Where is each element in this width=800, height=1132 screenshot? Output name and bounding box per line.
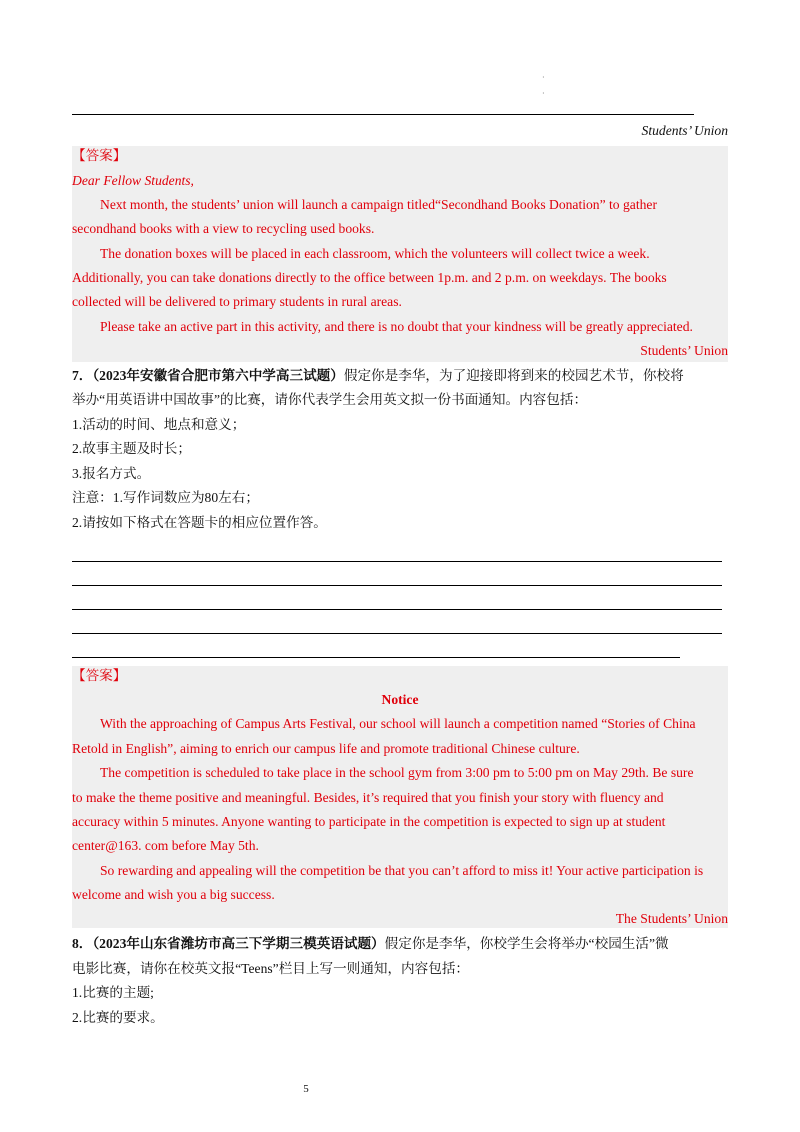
answer-writing-line bbox=[72, 114, 694, 115]
question-7-line-1 bbox=[72, 368, 684, 384]
answer-writing-line bbox=[72, 561, 722, 562]
question-source: （2023年安徽省合肥市第六中学高三试题） bbox=[92, 368, 344, 383]
note-line: 2.请按如下格式在答题卡的相应位置作答。 bbox=[72, 515, 327, 530]
question-text: 举办“用英语讲中国故事”的比赛，请你代表学生会用英文拟一份书面通知。内容包括： bbox=[72, 392, 588, 407]
requirement-item: 1.活动的时间、地点和意义； bbox=[72, 417, 246, 432]
answer-line: So rewarding and appealing will the competition be that you can’t afford to miss it! Your active participation is bbox=[100, 863, 704, 878]
answer-line: The donation boxes will be placed in each classroom, which the volunteers will collect twice a week. bbox=[100, 246, 650, 261]
requirement-item: 1.比赛的主题; bbox=[72, 985, 154, 1000]
decorative-dot: · bbox=[542, 73, 545, 82]
notice-title: Notice bbox=[381, 692, 419, 707]
letter-salutation: Dear Fellow Students, bbox=[72, 173, 194, 188]
note-line: 注意：1.写作词数应为80左右； bbox=[72, 490, 259, 505]
answer-label: 【答案】 bbox=[72, 668, 127, 683]
notice-signature: The Students’ Union bbox=[615, 911, 728, 926]
answer-writing-line bbox=[72, 657, 680, 658]
answer-line: Retold in English”, aiming to enrich our campus life and promote traditional Chinese culture. bbox=[72, 741, 580, 756]
answer-label: 【答案】 bbox=[72, 148, 127, 163]
answer-line: secondhand books with a view to recycling used books. bbox=[72, 221, 375, 236]
answer-line: accuracy within 5 minutes. Anyone wanting to participate in the competition is expected to sign up at student bbox=[72, 814, 666, 829]
answer-line: collected will be delivered to primary students in rural areas. bbox=[72, 294, 402, 309]
question-text: 电影比赛，请你在校英文报“Teens”栏目上写一则通知，内容包括： bbox=[72, 961, 470, 976]
requirement-item: 3.报名方式。 bbox=[72, 466, 151, 481]
answer-block-1 bbox=[72, 146, 728, 362]
question-8-line-1 bbox=[72, 936, 669, 952]
question-number: 7． bbox=[72, 368, 93, 383]
requirement-item: 2.故事主题及时长； bbox=[72, 441, 191, 456]
previous-signature: Students’ Union bbox=[641, 123, 728, 138]
answer-line: Additionally, you can take donations directly to the office between 1p.m. and 2 p.m. on weekdays. The books bbox=[72, 270, 667, 285]
question-source: （2023年山东省潍坊市高三下学期三模英语试题） bbox=[92, 936, 385, 951]
answer-writing-line bbox=[72, 633, 722, 634]
letter-signature: Students’ Union bbox=[640, 343, 728, 358]
question-text: 假定你是李华，为了迎接即将到来的校园艺术节，你校将 bbox=[343, 368, 684, 383]
decorative-dot: · bbox=[542, 89, 545, 98]
answer-line: center@163. com before May 5th. bbox=[72, 838, 259, 853]
requirement-item: 2.比赛的要求。 bbox=[72, 1010, 164, 1025]
answer-line: With the approaching of Campus Arts Festival, our school will launch a competition named “Stories of China bbox=[100, 716, 696, 731]
answer-writing-line bbox=[72, 609, 722, 610]
answer-line: Next month, the students’ union will launch a campaign titled“Secondhand Books Donation” to gather bbox=[100, 197, 657, 212]
answer-line: The competition is scheduled to take place in the school gym from 3:00 pm to 5:00 pm on May 29th. Be sure bbox=[100, 765, 694, 780]
answer-line: to make the theme positive and meaningful. Besides, it’s required that you finish your story with fluency and bbox=[72, 790, 664, 805]
page-number: 5 bbox=[303, 1083, 309, 1095]
answer-writing-line bbox=[72, 585, 722, 586]
question-text: 假定你是李华，你校学生会将举办“校园生活”微 bbox=[384, 936, 669, 951]
answer-line: welcome and wish you a big success. bbox=[72, 887, 275, 902]
answer-line: Please take an active part in this activity, and there is no doubt that your kindness will be greatly appreciated. bbox=[100, 319, 693, 334]
question-number: 8． bbox=[72, 936, 93, 951]
answer-block-2 bbox=[72, 666, 728, 928]
